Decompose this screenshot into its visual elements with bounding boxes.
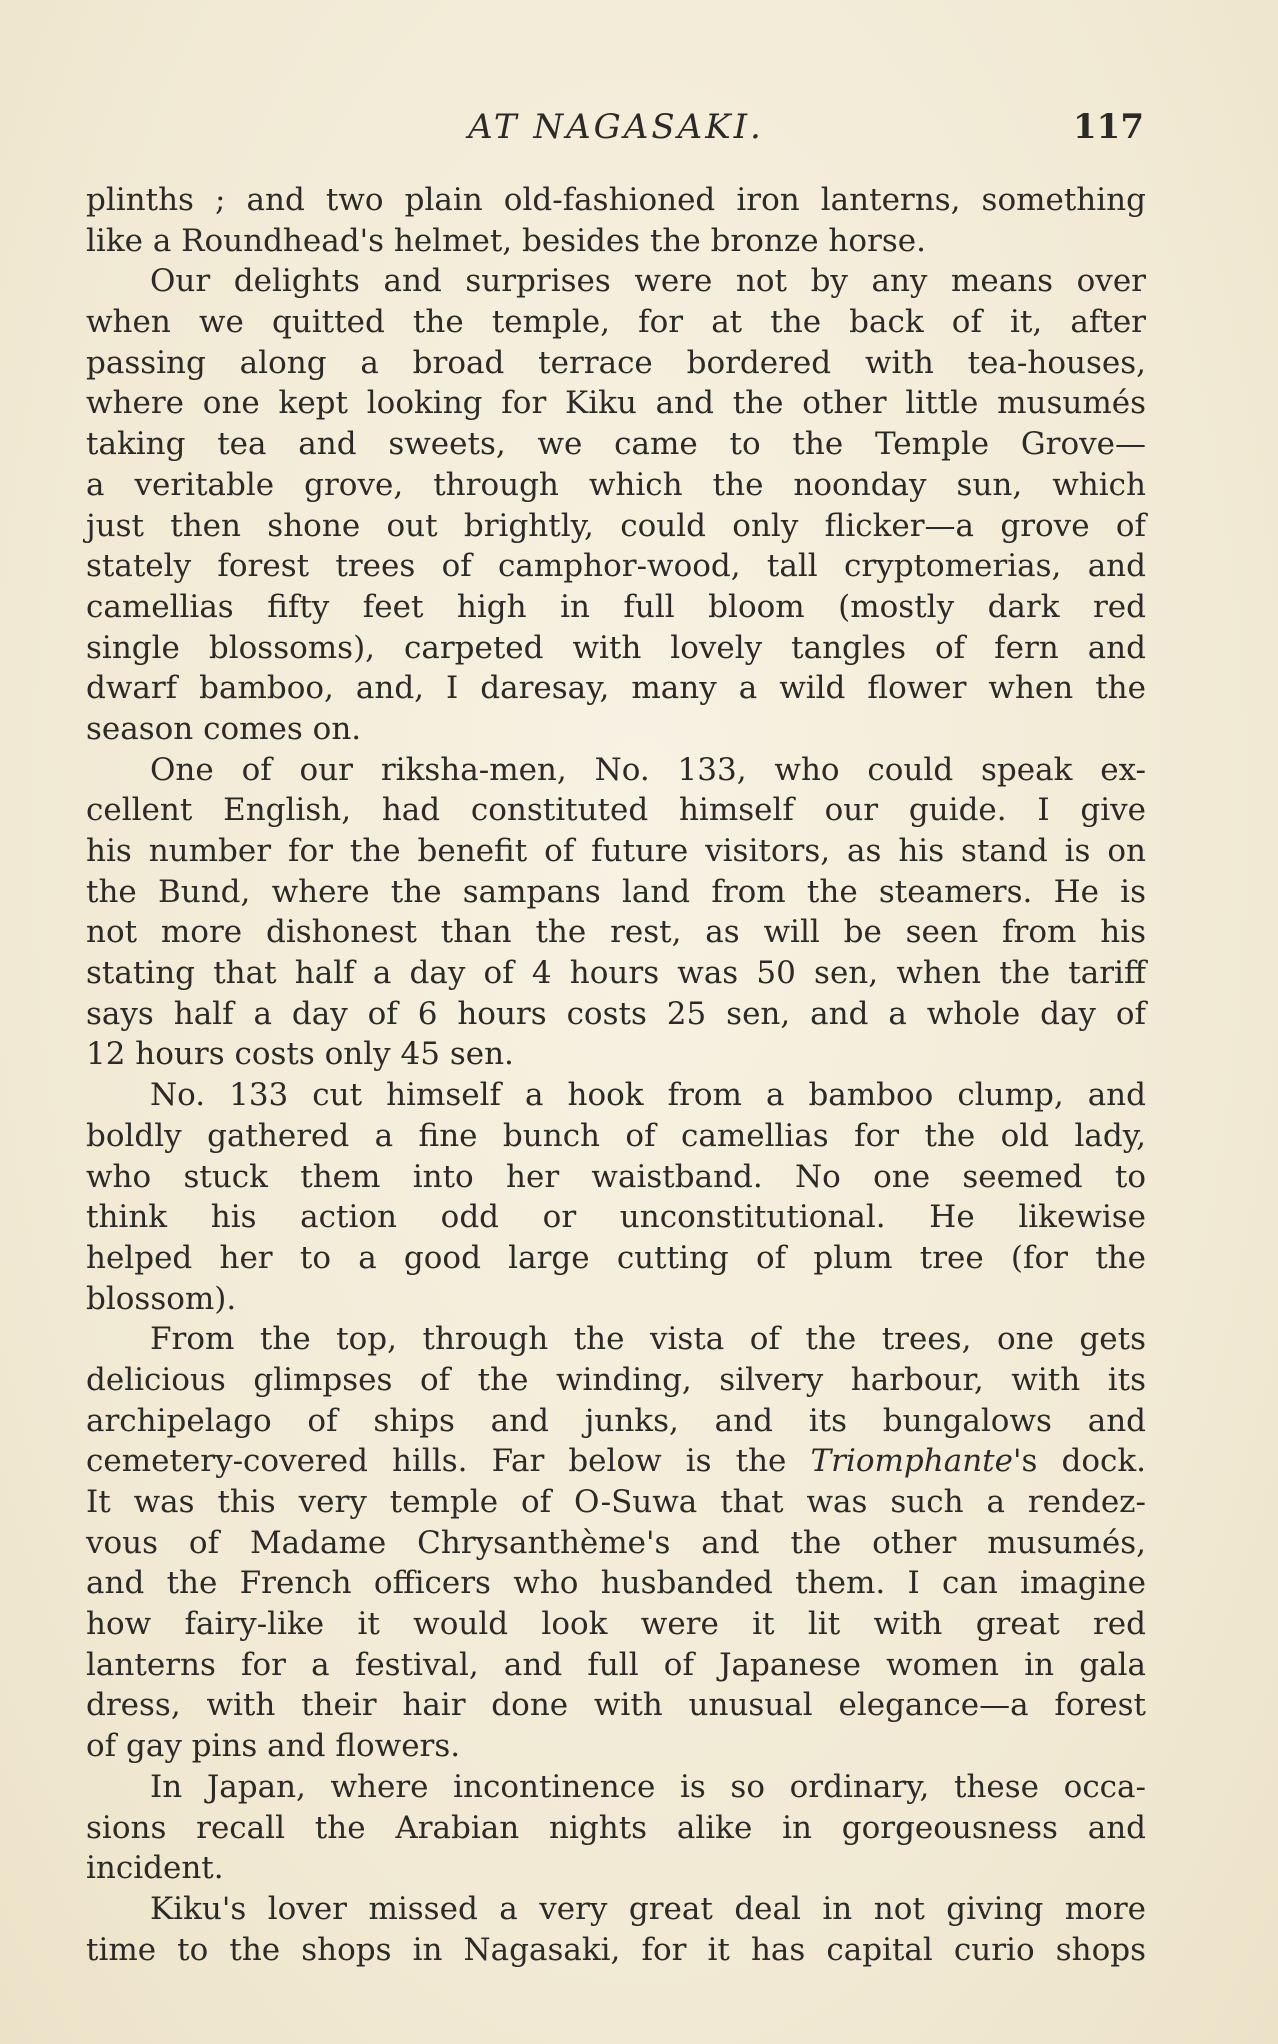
text-line: of gay pins and flowers. [86,1728,461,1765]
text-line: 12 hours costs only 45 sen. [86,1036,514,1073]
text-line: season comes on. [86,710,362,747]
text-line: passing along a broad terrace bordered with tea-houses, [86,344,1146,381]
text-line: Our delights and surprises were not by any means over [150,263,1146,300]
text-line: says half a day of 6 hours costs 25 sen, and a whole day of [86,995,1146,1032]
text-line: camellias fifty feet high in full bloom (mostly dark red [86,588,1146,625]
text-line: just then shone out brightly, could only flicker—a grove of [86,507,1146,544]
text-line: helped her to a good large cutting of plum tree (for the [86,1239,1146,1276]
text-line: single blossoms), carpeted with lovely tangles of fern and [86,629,1146,666]
body-text [86,180,1146,1970]
page-header [86,102,1146,152]
running-head: AT NAGASAKI. [468,107,764,147]
text-line-with-ship-name [86,1441,1146,1482]
text-line: taking tea and sweets, we came to the Temple Grove— [86,426,1146,463]
text-line: One of our riksha-men, No. 133, who could speak ex- [150,751,1146,788]
text-line: who stuck them into her waistband. No one seemed to [86,1158,1146,1195]
text-line: think his action odd or unconstitutional. He likewise [86,1199,1146,1236]
text-line: Kiku's lover missed a very great deal in not giving more [150,1890,1146,1927]
page-number: 117 [1073,107,1144,147]
text-fragment: 's dock. [1012,1443,1146,1480]
text-line: lanterns for a festival, and full of Japanese women in gala [86,1646,1146,1683]
text-line: No. 133 cut himself a hook from a bamboo clump, and [150,1077,1146,1114]
text-line: where one kept looking for Kiku and the other little musumés [86,385,1146,422]
text-line: cellent English, had constituted himself our guide. I give [86,792,1146,829]
text-line: like a Roundhead's helmet, besides the bronze horse. [86,222,926,259]
text-line: dress, with their hair done with unusual elegance—a forest [86,1687,1146,1724]
text-line: From the top, through the vista of the trees, one gets [150,1321,1146,1358]
text-line: how fairy-like it would look were it lit with great red [86,1606,1146,1643]
text-line: blossom). [86,1280,237,1317]
text-line: stately forest trees of camphor-wood, tall cryptomerias, and [86,548,1146,585]
text-line: It was this very temple of O-Suwa that was such a rendez- [86,1484,1146,1520]
text-fragment: cemetery-covered hills. Far below is the [86,1443,811,1480]
text-line: not more dishonest than the rest, as will be seen from his [86,914,1146,951]
text-line: vous of Madame Chrysanthème's and the other musumés, [86,1524,1146,1561]
text-line: boldly gathered a fine bunch of camellias for the old lady, [86,1117,1146,1154]
text-line: archipelago of ships and junks, and its bungalows and [86,1402,1146,1439]
text-line: and the French officers who husbanded them. I can imagine [86,1565,1146,1602]
text-line: delicious glimpses of the winding, silvery harbour, with its [86,1361,1146,1398]
text-line: when we quitted the temple, for at the back of it, after [86,304,1146,341]
text-line: his number for the benefit of future visitors, as his stand is on [86,833,1146,869]
text-line: dwarf bamboo, and, I daresay, many a wild flower when the [86,670,1146,707]
text-line: the Bund, where the sampans land from the steamers. He is [86,873,1146,910]
text-line: time to the shops in Nagasaki, for it has capital curio shops [86,1931,1146,1968]
text-line: incident. [86,1850,224,1887]
text-line: sions recall the Arabian nights alike in gorgeousness and [86,1809,1146,1846]
text-line: plinths ; and two plain old-fashioned iron lanterns, something [86,182,1146,218]
text-line: stating that half a day of 4 hours was 50 sen, when the tariff [86,955,1146,992]
text-line: In Japan, where incontinence is so ordinary, these occa- [150,1768,1146,1805]
text-line: a veritable grove, through which the noonday sun, which [86,466,1146,503]
ship-name: Triomphante [810,1443,1013,1480]
